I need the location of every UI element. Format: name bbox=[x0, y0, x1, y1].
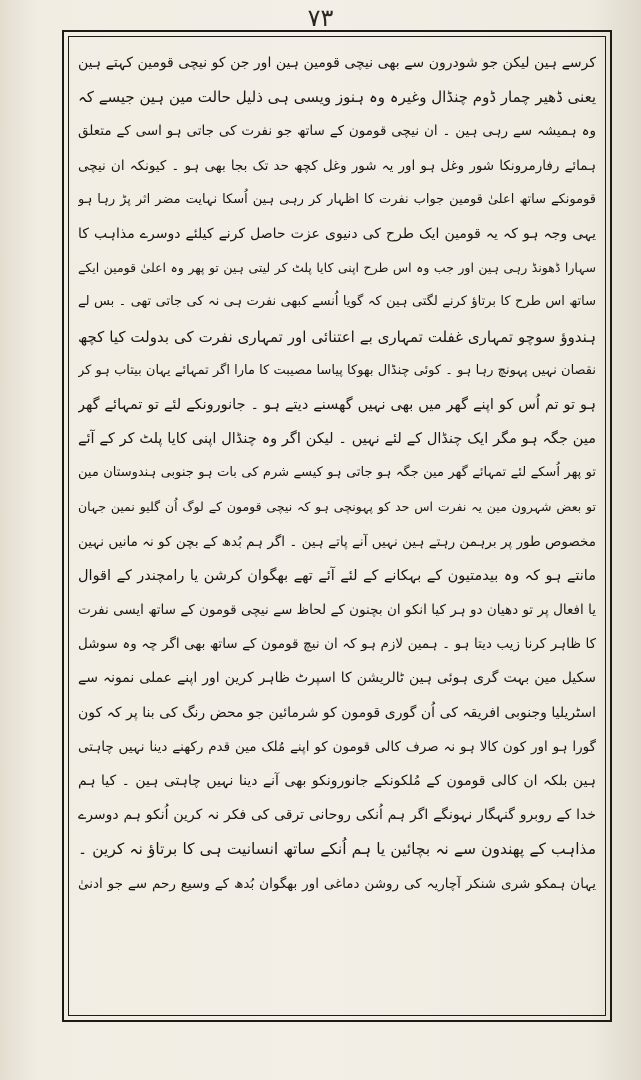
text-line: مخصوص طور پر برہمن رہتے ہین نہیں آنے پاتے ہین ۔ اگر ہم بُدھ کے بچن کو نہ مانیں نہین bbox=[78, 533, 596, 550]
text-line: اسٹریلیا وجنوبی افریقہ کی اُن گوری قومون کو شرمائین جو محض رنگ کی بنا پر کہ کون bbox=[78, 704, 596, 721]
text-line: کا ظاہر کرنا زیب دیتا ہو ۔ ہمین لازم ہو کہ ان نیچ قومون کے ساتھ بھی اگر چہ وہ سوشل bbox=[78, 636, 596, 653]
text-line: مین جگہ ہو مگر ایک چنڈال کے لئے نہیں ۔ لیکن اگر وہ چنڈال اپنی کایا پلٹ کر کے آئے bbox=[78, 431, 596, 448]
text-line: قومونکے ساتھ اعلیٰ قومین جواب نفرت کا اظہار کر رہی ہین اُسکا نہایت مضر اثر پڑ رہا ہو bbox=[78, 191, 596, 207]
text-line: ہمائے رفارمرونکا شور وغل ہو اور یہ شور وغل کچھ حد تک بجا بھی ہو ۔ کیونکہ ان نیچی bbox=[78, 157, 596, 174]
text-line: یا افعال پر تو دھیان دو ہر کیا انکو ان بچنون کے لحاظ سے نیچی قومون کے ساتھ ایسی نفرت bbox=[78, 602, 596, 618]
text-line: یہان ہمکو شری شنکر آچاریہ کی روشن دماغی اور بھگوان بُدھ کے وسیع رحم سے جو ادنیٰ bbox=[78, 875, 596, 892]
text-line: وہ ہمیشہ سے رہی ہین ۔ ان نیچی قومون کے ساتھ جو نفرت کی جاتی ہو اسی کے متعلق bbox=[78, 123, 596, 140]
text-line: یعنی ڈھیر چمار ڈوم چنڈال وغیرہ وہ ہنوز ویسی ہی ذلیل حالت مین ہین جیسے کہ bbox=[78, 88, 596, 107]
page-number: ۷۳ bbox=[307, 4, 334, 32]
text-line: کرسے ہین لیکن جو شودرون سے بھی نیچی قومین ہین اور جن کو نیچی قومین کہتے ہین bbox=[78, 55, 596, 71]
text-line: نقصان نہیں پہونچ رہا ہو ۔ کوئی چنڈال بھوکا پیاسا مصیبت کا مارا اگر تمہائے یہان بیتاب ہو کر bbox=[78, 362, 596, 378]
urdu-text-block bbox=[78, 46, 596, 1006]
text-line: تو پھر اُسکے لئے تمہائے گھر مین جگہ ہو جاتی ہو کیسے شرم کی بات ہو جنوبی ہندوستان مین bbox=[78, 465, 596, 481]
text-line: سکیل مین بہت گری ہوئی ہین ٹالریشن کا اسپرٹ ظاہر کرین اور اپنے عملی نمونہ سے bbox=[78, 670, 596, 687]
text-line: ہندوؤ سوچو تمہاری غفلت تمہاری بے اعتنائی اور تمہاری نفرت کی بدولت کیا کچھ bbox=[78, 327, 596, 346]
text-line: ہین بلکہ ان کالی قومون کے مُلکونکے جانورونکو بھی آنے دینا نہیں چاہتی ہین ۔ کیا ہم bbox=[78, 772, 596, 789]
text-line: ساتھ اس طرح کا برتاؤ کرنے لگتی ہین کہ گویا اُنسے کبھی نفرت ہی نہ کی جاتی تھی ۔ بس لے bbox=[78, 294, 596, 310]
text-line: تو بعض شہرون مین یہ نفرت اس حد کو پہونچی ہو کہ نیچی قومون کے لوگ اُن گلیو نمین جہان bbox=[78, 499, 596, 515]
text-line: خدا کے روبرو گنہگار نہونگے اگر ہم اُنکی روحانی ترقی کی فکر نہ کرین اُنکو ہم دوسرے bbox=[78, 807, 596, 824]
text-line: ہو تو تم اُس کو اپنے گھر میں بھی نہیں گھسنے دیتے ہو ۔ جانورونکے لئے تو تمہائے گھر bbox=[78, 396, 596, 413]
text-line: مانتے ہو کہ وہ بیدمتیون کے بہکانے کے لئے آئے تھے بھگوان کرشن یا رامچندر کے اقوال bbox=[78, 567, 596, 584]
text-line: یہی وجہ ہو کہ یہ قومین ایک طرح کی دنیوی عزت حاصل کرنے کیلئے دوسرے مذاہب کا bbox=[78, 225, 596, 242]
text-line: گورا ہو اور کون کالا ہو نہ صرف کالی قومون کو اپنے مُلک مین قدم رکھنے دینا نہیں چاہتی bbox=[78, 738, 596, 755]
text-line: مذاہب کے پھندون سے نہ بچائین یا ہم اُنکے ساتھ انسانیت ہی کا برتاؤ نہ کرین ۔ bbox=[78, 840, 596, 859]
text-line: سہارا ڈھونڈ رہی ہین اور جب وہ اس طرح اپنی کایا پلٹ کر لیتی ہین تو پھر وہ اعلیٰ قومین ایکے bbox=[78, 260, 596, 276]
